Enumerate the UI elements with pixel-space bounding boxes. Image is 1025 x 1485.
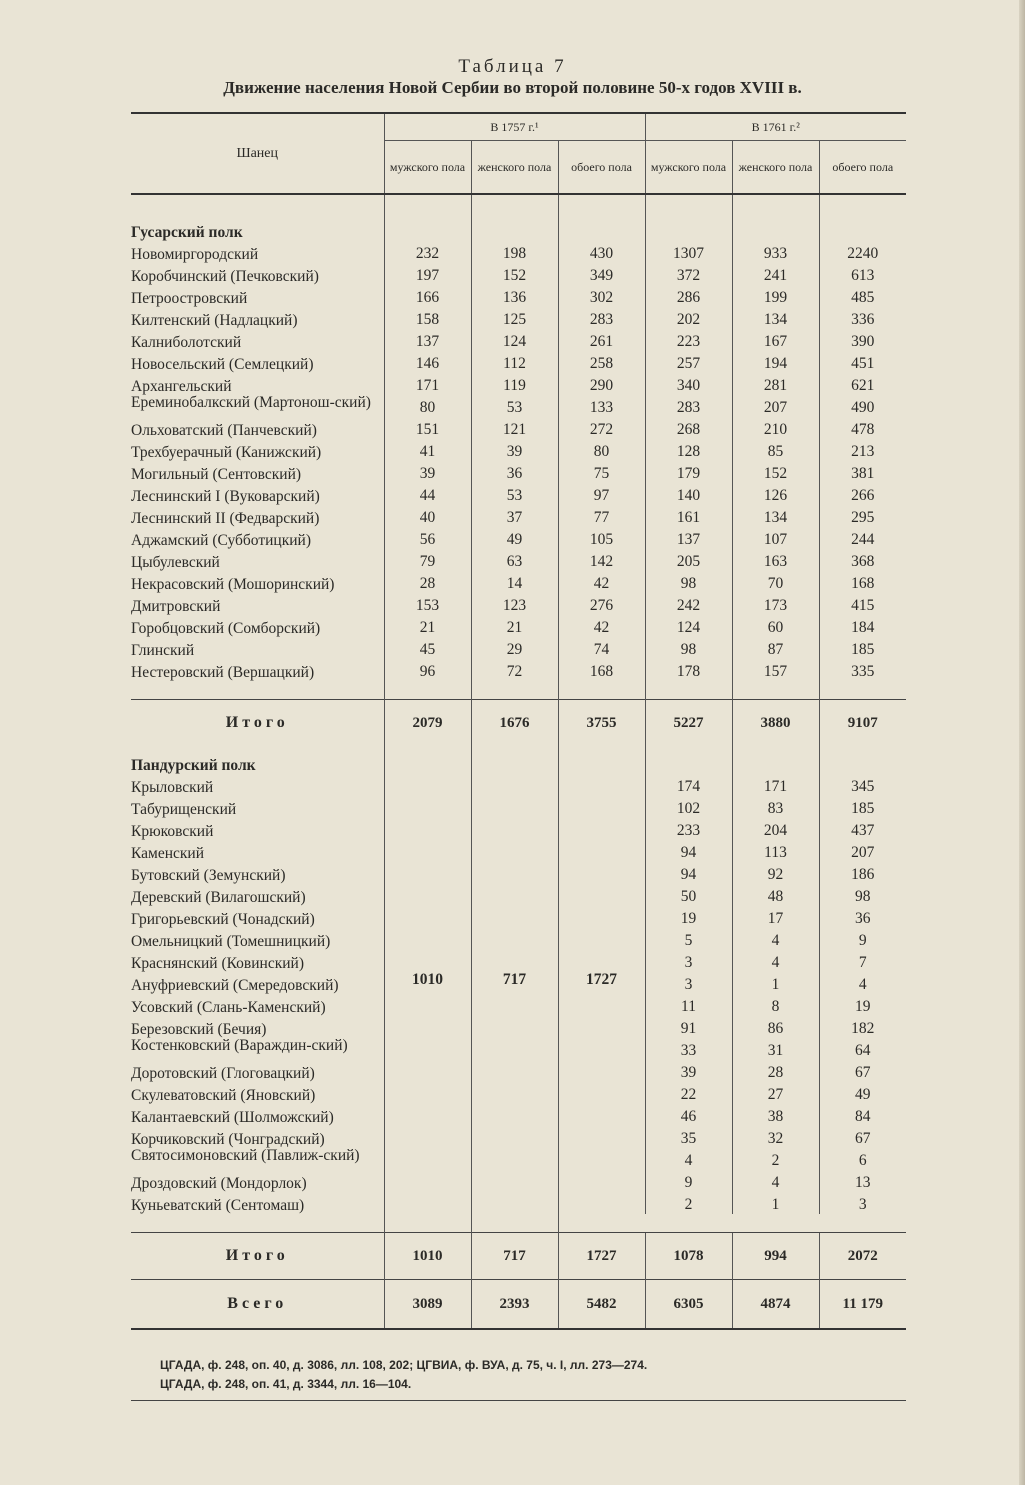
value-cell: 87 xyxy=(732,637,819,659)
table-row xyxy=(131,439,906,461)
value-cell: 105 xyxy=(558,527,645,549)
value-cell: 2 xyxy=(645,1192,732,1214)
section-pandur xyxy=(131,746,906,1233)
table-caption: Таблица 7 xyxy=(458,56,567,77)
value-cell: 33 xyxy=(645,1038,732,1060)
value-cell: 258 xyxy=(558,351,645,373)
shanets-name: Глинский xyxy=(131,642,195,659)
value-cell: 272 xyxy=(558,417,645,439)
value-cell: 134 xyxy=(732,307,819,329)
value-cell: 283 xyxy=(645,395,732,417)
source-note: ЦГАДА, ф. 248, оп. 41, д. 3344, лл. 16—104. xyxy=(160,1377,412,1391)
value-cell: 9 xyxy=(645,1170,732,1192)
value-cell: 186 xyxy=(819,862,906,884)
total-cell: 2079 xyxy=(384,700,471,747)
table-row xyxy=(131,571,906,593)
value-cell: 4 xyxy=(732,928,819,950)
value-cell: 27 xyxy=(732,1082,819,1104)
table-row xyxy=(131,285,906,307)
value-cell: 3 xyxy=(819,1192,906,1214)
value-cell: 335 xyxy=(819,659,906,681)
shanets-name: Усовский (Слань-Каменский) xyxy=(131,999,326,1016)
value-cell: 198 xyxy=(471,241,558,263)
value-cell: 38 xyxy=(732,1104,819,1126)
shanets-name: Святосимоновский (Павлиж-ский) xyxy=(131,1147,360,1164)
value-cell: 9 xyxy=(819,928,906,950)
value-cell: 124 xyxy=(645,615,732,637)
table-row xyxy=(131,505,906,527)
value-cell: 286 xyxy=(645,285,732,307)
value-cell: 290 xyxy=(558,373,645,395)
shanets-name: Каменский xyxy=(131,845,204,862)
shanets-name: Трехбуерачный (Канижский) xyxy=(131,444,322,461)
shanets-name: Архангельский xyxy=(131,378,232,395)
value-cell: 77 xyxy=(558,505,645,527)
value-cell: 1 xyxy=(732,972,819,994)
value-cell: 2 xyxy=(732,1148,819,1170)
value-cell: 107 xyxy=(732,527,819,549)
merged-1757-male: 1010 xyxy=(384,746,471,1214)
shanets-name: Бутовский (Земунский) xyxy=(131,867,286,884)
value-cell: 202 xyxy=(645,307,732,329)
value-cell: 49 xyxy=(819,1082,906,1104)
section-title: Гусарский полк xyxy=(131,224,243,241)
value-cell: 241 xyxy=(732,263,819,285)
shanets-name: Омельницкий (Томешницкий) xyxy=(131,933,331,950)
total-cell: 5227 xyxy=(645,700,732,747)
value-cell: 31 xyxy=(732,1038,819,1060)
table-row xyxy=(131,395,906,417)
value-cell: 204 xyxy=(732,818,819,840)
shanets-name: Ольховатский (Панчевский) xyxy=(131,422,317,439)
value-cell: 268 xyxy=(645,417,732,439)
value-cell: 133 xyxy=(558,395,645,417)
value-cell: 142 xyxy=(558,549,645,571)
value-cell: 50 xyxy=(645,884,732,906)
value-cell: 21 xyxy=(384,615,471,637)
value-cell: 84 xyxy=(819,1104,906,1126)
shanets-name: Калниболотский xyxy=(131,334,242,351)
value-cell: 368 xyxy=(819,549,906,571)
value-cell: 3 xyxy=(645,950,732,972)
value-cell: 197 xyxy=(384,263,471,285)
value-cell: 151 xyxy=(384,417,471,439)
page-edge xyxy=(1019,0,1025,1485)
total-cell: 9107 xyxy=(819,700,906,747)
value-cell: 283 xyxy=(558,307,645,329)
total-cell: 1010 xyxy=(384,1233,471,1280)
shanets-name: Доротовский (Глоговацкий) xyxy=(131,1065,315,1082)
table-row xyxy=(131,263,906,285)
value-cell: 146 xyxy=(384,351,471,373)
shanets-name: Новосельский (Семлецкий) xyxy=(131,356,314,373)
value-cell: 276 xyxy=(558,593,645,615)
value-cell: 168 xyxy=(558,659,645,681)
total-cell: 3880 xyxy=(732,700,819,747)
section-hussar xyxy=(131,194,906,681)
value-cell: 13 xyxy=(819,1170,906,1192)
value-cell: 39 xyxy=(384,461,471,483)
value-cell: 85 xyxy=(732,439,819,461)
value-cell: 490 xyxy=(819,395,906,417)
value-cell: 430 xyxy=(558,241,645,263)
value-cell: 194 xyxy=(732,351,819,373)
value-cell: 372 xyxy=(645,263,732,285)
value-cell: 98 xyxy=(645,571,732,593)
section-pandur-total xyxy=(131,1233,906,1330)
value-cell: 4 xyxy=(819,972,906,994)
value-cell: 112 xyxy=(471,351,558,373)
section-title: Пандурский полк xyxy=(131,757,256,774)
value-cell: 199 xyxy=(732,285,819,307)
value-cell: 42 xyxy=(558,615,645,637)
value-cell: 233 xyxy=(645,818,732,840)
value-cell: 2240 xyxy=(819,241,906,263)
header-col: мужского пола xyxy=(384,141,471,195)
shanets-name: Коробчинский (Печковский) xyxy=(131,268,319,285)
shanets-name: Нестеровский (Вершацкий) xyxy=(131,664,315,681)
shanets-name: Некрасовский (Мошоринский) xyxy=(131,576,335,593)
value-cell: 48 xyxy=(732,884,819,906)
value-cell: 242 xyxy=(645,593,732,615)
grand-total-cell: 6305 xyxy=(645,1280,732,1330)
value-cell: 152 xyxy=(471,263,558,285)
value-cell: 223 xyxy=(645,329,732,351)
value-cell: 42 xyxy=(558,571,645,593)
grand-total-cell: 11 179 xyxy=(819,1280,906,1330)
value-cell: 36 xyxy=(471,461,558,483)
value-cell: 19 xyxy=(645,906,732,928)
shanets-name: Дмитровский xyxy=(131,598,221,615)
shanets-name: Новомиргородский xyxy=(131,246,259,263)
value-cell: 7 xyxy=(819,950,906,972)
value-cell: 1307 xyxy=(645,241,732,263)
shanets-name: Леснинский II (Федварский) xyxy=(131,510,320,527)
value-cell: 124 xyxy=(471,329,558,351)
value-cell: 140 xyxy=(645,483,732,505)
value-cell: 933 xyxy=(732,241,819,263)
value-cell: 28 xyxy=(732,1060,819,1082)
value-cell: 8 xyxy=(732,994,819,1016)
value-cell: 281 xyxy=(732,373,819,395)
table-row xyxy=(131,615,906,637)
table-row xyxy=(131,483,906,505)
value-cell: 64 xyxy=(819,1038,906,1060)
value-cell: 4 xyxy=(645,1148,732,1170)
value-cell: 80 xyxy=(558,439,645,461)
total-cell: 1078 xyxy=(645,1233,732,1280)
value-cell: 295 xyxy=(819,505,906,527)
value-cell: 261 xyxy=(558,329,645,351)
value-cell: 123 xyxy=(471,593,558,615)
value-cell: 213 xyxy=(819,439,906,461)
value-cell: 98 xyxy=(819,884,906,906)
shanets-name: Березовский (Бечия) xyxy=(131,1021,267,1038)
header-col: женского пола xyxy=(471,141,558,195)
value-cell: 17 xyxy=(732,906,819,928)
header-col: обоего пола xyxy=(558,141,645,195)
value-cell: 92 xyxy=(732,862,819,884)
table-row xyxy=(131,307,906,329)
value-cell: 136 xyxy=(471,285,558,307)
total-cell: 1727 xyxy=(558,1233,645,1280)
value-cell: 6 xyxy=(819,1148,906,1170)
bottom-rule xyxy=(131,1400,906,1401)
shanets-name: Крыловский xyxy=(131,779,214,796)
value-cell: 381 xyxy=(819,461,906,483)
value-cell: 128 xyxy=(645,439,732,461)
value-cell: 98 xyxy=(645,637,732,659)
grand-total-cell: 5482 xyxy=(558,1280,645,1330)
shanets-name: Скулеватовский (Яновский) xyxy=(131,1087,316,1104)
value-cell: 167 xyxy=(732,329,819,351)
value-cell: 613 xyxy=(819,263,906,285)
table-row xyxy=(131,549,906,571)
value-cell: 119 xyxy=(471,373,558,395)
section-hussar-total xyxy=(131,681,906,746)
value-cell: 126 xyxy=(732,483,819,505)
value-cell: 63 xyxy=(471,549,558,571)
value-cell: 302 xyxy=(558,285,645,307)
value-cell: 86 xyxy=(732,1016,819,1038)
value-cell: 134 xyxy=(732,505,819,527)
value-cell: 137 xyxy=(384,329,471,351)
table-row xyxy=(131,593,906,615)
value-cell: 96 xyxy=(384,659,471,681)
population-table xyxy=(131,112,906,1330)
table-row xyxy=(131,417,906,439)
table-title: Движение населения Новой Сербии во второй половине 50-х годов XVIII в. xyxy=(223,78,802,97)
source-note: ЦГАДА, ф. 248, оп. 40, д. 3086, лл. 108, 202; ЦГВИА, ф. ВУА, д. 75, ч. I, лл. 273—274. xyxy=(160,1358,648,1372)
value-cell: 56 xyxy=(384,527,471,549)
table-header xyxy=(131,113,906,194)
value-cell: 451 xyxy=(819,351,906,373)
value-cell: 340 xyxy=(645,373,732,395)
value-cell: 1 xyxy=(732,1192,819,1214)
shanets-name: Куньеватский (Сентомаш) xyxy=(131,1197,305,1214)
value-cell: 185 xyxy=(819,637,906,659)
table-row xyxy=(131,637,906,659)
value-cell: 36 xyxy=(819,906,906,928)
shanets-name: Могильный (Сентовский) xyxy=(131,466,302,483)
merged-1757-female: 717 xyxy=(471,746,558,1214)
shanets-name: Аджамский (Субботицкий) xyxy=(131,532,311,549)
shanets-name: Григорьевский (Чонадский) xyxy=(131,911,315,928)
value-cell: 70 xyxy=(732,571,819,593)
value-cell: 19 xyxy=(819,994,906,1016)
shanets-name: Цыбулевский xyxy=(131,554,220,571)
value-cell: 45 xyxy=(384,637,471,659)
value-cell: 97 xyxy=(558,483,645,505)
value-cell: 46 xyxy=(645,1104,732,1126)
value-cell: 171 xyxy=(732,774,819,796)
header-shanets: Шанец xyxy=(131,113,384,194)
value-cell: 485 xyxy=(819,285,906,307)
header-year-1757: В 1757 г.¹ xyxy=(384,113,645,141)
value-cell: 21 xyxy=(471,615,558,637)
table-row xyxy=(131,527,906,549)
value-cell: 336 xyxy=(819,307,906,329)
grand-total-label: Всего xyxy=(131,1280,384,1330)
value-cell: 80 xyxy=(384,395,471,417)
grand-total-cell: 4874 xyxy=(732,1280,819,1330)
header-col: женского пола xyxy=(732,141,819,195)
merged-1757-both: 1727 xyxy=(558,746,645,1214)
value-cell: 210 xyxy=(732,417,819,439)
shanets-name: Калантаевский (Шолможский) xyxy=(131,1109,334,1126)
value-cell: 5 xyxy=(645,928,732,950)
shanets-name: Петроостровский xyxy=(131,290,248,307)
grand-total-cell: 3089 xyxy=(384,1280,471,1330)
shanets-name: Ереминобалкский (Мартонош-ский) xyxy=(131,394,371,411)
shanets-name: Деревский (Вилагошский) xyxy=(131,889,306,906)
value-cell: 345 xyxy=(819,774,906,796)
value-cell: 79 xyxy=(384,549,471,571)
value-cell: 184 xyxy=(819,615,906,637)
value-cell: 74 xyxy=(558,637,645,659)
header-col: обоего пола xyxy=(819,141,906,195)
value-cell: 157 xyxy=(732,659,819,681)
total-label: Итого xyxy=(131,700,384,747)
value-cell: 29 xyxy=(471,637,558,659)
value-cell: 83 xyxy=(732,796,819,818)
table-row xyxy=(131,373,906,395)
value-cell: 137 xyxy=(645,527,732,549)
shanets-name: Табурищенский xyxy=(131,801,237,818)
table-row xyxy=(131,329,906,351)
header-col: мужского пола xyxy=(645,141,732,195)
value-cell: 153 xyxy=(384,593,471,615)
value-cell: 3 xyxy=(645,972,732,994)
value-cell: 168 xyxy=(819,571,906,593)
value-cell: 60 xyxy=(732,615,819,637)
header-year-1761: В 1761 г.² xyxy=(645,113,906,141)
value-cell: 39 xyxy=(471,439,558,461)
grand-total-cell: 2393 xyxy=(471,1280,558,1330)
value-cell: 22 xyxy=(645,1082,732,1104)
value-cell: 41 xyxy=(384,439,471,461)
value-cell: 266 xyxy=(819,483,906,505)
value-cell: 72 xyxy=(471,659,558,681)
table-row xyxy=(131,241,906,263)
value-cell: 390 xyxy=(819,329,906,351)
value-cell: 113 xyxy=(732,840,819,862)
value-cell: 152 xyxy=(732,461,819,483)
value-cell: 67 xyxy=(819,1060,906,1082)
value-cell: 174 xyxy=(645,774,732,796)
value-cell: 39 xyxy=(645,1060,732,1082)
value-cell: 205 xyxy=(645,549,732,571)
value-cell: 94 xyxy=(645,840,732,862)
shanets-name: Крюковский xyxy=(131,823,214,840)
value-cell: 207 xyxy=(819,840,906,862)
value-cell: 121 xyxy=(471,417,558,439)
value-cell: 4 xyxy=(732,950,819,972)
value-cell: 102 xyxy=(645,796,732,818)
value-cell: 32 xyxy=(732,1126,819,1148)
total-cell: 994 xyxy=(732,1233,819,1280)
value-cell: 91 xyxy=(645,1016,732,1038)
value-cell: 125 xyxy=(471,307,558,329)
shanets-name: Костенковский (Вараждин-ский) xyxy=(131,1037,348,1054)
value-cell: 244 xyxy=(819,527,906,549)
value-cell: 207 xyxy=(732,395,819,417)
total-cell: 2072 xyxy=(819,1233,906,1280)
value-cell: 40 xyxy=(384,505,471,527)
shanets-name: Килтенский (Надлацкий) xyxy=(131,312,298,329)
value-cell: 158 xyxy=(384,307,471,329)
value-cell: 163 xyxy=(732,549,819,571)
value-cell: 37 xyxy=(471,505,558,527)
value-cell: 11 xyxy=(645,994,732,1016)
shanets-name: Дроздовский (Мондорлок) xyxy=(131,1175,307,1192)
value-cell: 173 xyxy=(732,593,819,615)
table-row xyxy=(131,351,906,373)
value-cell: 257 xyxy=(645,351,732,373)
value-cell: 35 xyxy=(645,1126,732,1148)
value-cell: 161 xyxy=(645,505,732,527)
total-cell: 1676 xyxy=(471,700,558,747)
total-label: Итого xyxy=(131,1233,384,1280)
value-cell: 349 xyxy=(558,263,645,285)
shanets-name: Леснинский I (Вуковарский) xyxy=(131,488,320,505)
shanets-name: Краснянский (Ковинский) xyxy=(131,955,304,972)
value-cell: 232 xyxy=(384,241,471,263)
value-cell: 478 xyxy=(819,417,906,439)
value-cell: 437 xyxy=(819,818,906,840)
total-cell: 3755 xyxy=(558,700,645,747)
total-cell: 717 xyxy=(471,1233,558,1280)
value-cell: 53 xyxy=(471,483,558,505)
value-cell: 44 xyxy=(384,483,471,505)
shanets-name: Корчиковский (Чонградский) xyxy=(131,1131,325,1148)
value-cell: 182 xyxy=(819,1016,906,1038)
value-cell: 28 xyxy=(384,571,471,593)
value-cell: 14 xyxy=(471,571,558,593)
value-cell: 166 xyxy=(384,285,471,307)
table-row xyxy=(131,461,906,483)
value-cell: 621 xyxy=(819,373,906,395)
value-cell: 178 xyxy=(645,659,732,681)
value-cell: 179 xyxy=(645,461,732,483)
value-cell: 185 xyxy=(819,796,906,818)
value-cell: 94 xyxy=(645,862,732,884)
table-row xyxy=(131,659,906,681)
value-cell: 67 xyxy=(819,1126,906,1148)
value-cell: 171 xyxy=(384,373,471,395)
value-cell: 49 xyxy=(471,527,558,549)
shanets-name: Горобцовский (Сомборский) xyxy=(131,620,321,637)
value-cell: 75 xyxy=(558,461,645,483)
value-cell: 4 xyxy=(732,1170,819,1192)
shanets-name: Ануфриевский (Смередовский) xyxy=(131,977,339,994)
value-cell: 53 xyxy=(471,395,558,417)
value-cell: 415 xyxy=(819,593,906,615)
